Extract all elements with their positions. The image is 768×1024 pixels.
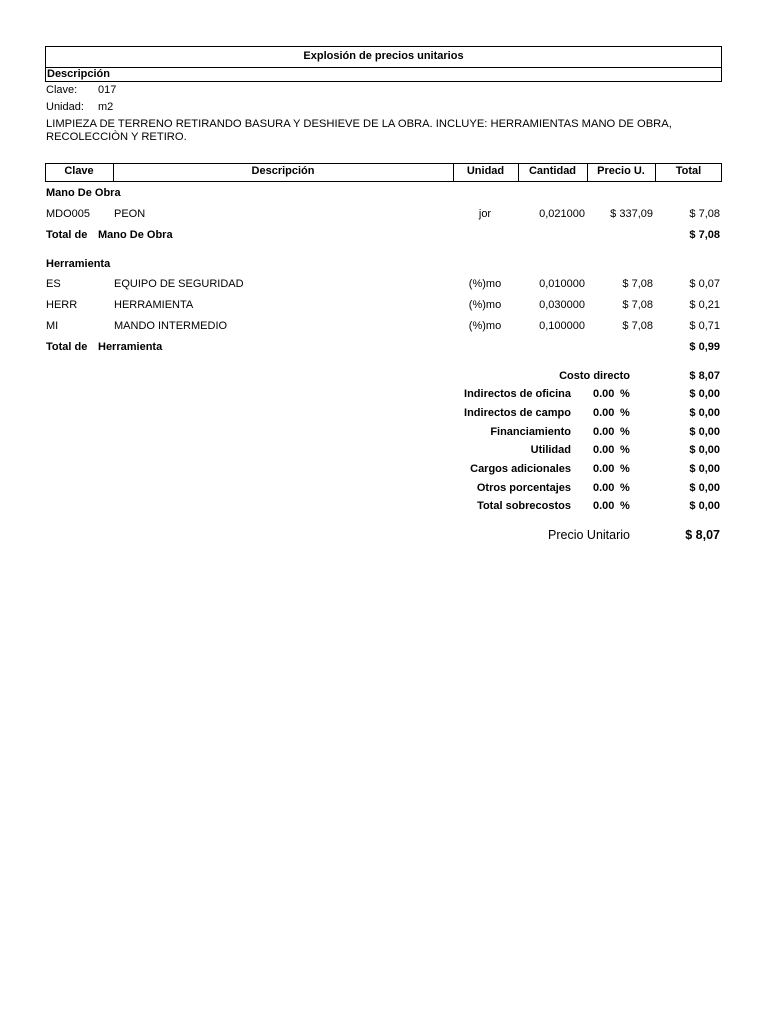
description-section-label: Descripción — [47, 68, 110, 80]
precio-unitario-label: Precio Unitario — [548, 528, 630, 542]
row-clave: HERR — [46, 299, 78, 311]
group-total-value: $ 7,08 — [689, 229, 720, 241]
summary-pct-unit: % — [620, 426, 630, 438]
summary-pct-unit: % — [620, 463, 630, 475]
row-cantidad: 0,021000 — [539, 208, 585, 220]
header-clave: Clave — [64, 165, 94, 177]
header-cantidad: Cantidad — [528, 165, 577, 177]
summary-value: $ 0,00 — [689, 426, 720, 438]
header-unidad: Unidad — [466, 165, 505, 177]
description-text-line2: RECOLECCIÒN Y RETIRO. — [46, 131, 187, 143]
summary-value: $ 0,00 — [689, 482, 720, 494]
row-total: $ 7,08 — [689, 208, 720, 220]
summary-pct-unit: % — [620, 407, 630, 419]
unidad-value: m2 — [98, 101, 114, 113]
summary-value: $ 0,00 — [689, 500, 720, 512]
summary-value: $ 0,00 — [689, 444, 720, 456]
precio-unitario-value: $ 8,07 — [685, 528, 720, 542]
summary-pct: 0.00 — [593, 482, 615, 494]
group-total-name: Mano De Obra — [98, 229, 173, 241]
summary-label: Indirectos de campo — [464, 407, 571, 419]
summary-value: $ 0,00 — [689, 388, 720, 400]
row-precio: $ 337,09 — [610, 208, 653, 220]
row-precio: $ 7,08 — [622, 320, 653, 332]
row-descripcion: HERRAMIENTA — [114, 299, 194, 311]
row-unidad: (%)mo — [468, 299, 502, 311]
row-clave: MI — [46, 320, 59, 332]
row-unidad: (%)mo — [468, 320, 502, 332]
row-cantidad: 0,010000 — [539, 278, 585, 290]
row-descripcion: PEON — [114, 208, 146, 220]
row-descripcion: EQUIPO DE SEGURIDAD — [114, 278, 244, 290]
row-unidad: (%)mo — [468, 278, 502, 290]
summary-label: Indirectos de oficina — [464, 388, 571, 400]
group-total-value: $ 0,99 — [689, 341, 720, 353]
row-clave: ES — [46, 278, 61, 290]
row-precio: $ 7,08 — [622, 299, 653, 311]
summary-label: Financiamiento — [490, 426, 571, 438]
row-total: $ 0,21 — [689, 299, 720, 311]
summary-label: Total sobrecostos — [477, 500, 571, 512]
summary-value: $ 0,00 — [689, 463, 720, 475]
summary-pct: 0.00 — [593, 444, 615, 456]
unidad-label: Unidad: — [46, 101, 84, 113]
row-cantidad: 0,100000 — [539, 320, 585, 332]
group-total-label: Total de — [46, 229, 88, 241]
group-title: Herramienta — [46, 258, 111, 270]
group-total-label: Total de — [46, 341, 88, 353]
summary-pct: 0.00 — [593, 463, 615, 475]
header-descripcion: Descripción — [251, 165, 315, 177]
summary-pct-unit: % — [620, 500, 630, 512]
summary-pct: 0.00 — [593, 388, 615, 400]
group-title: Mano De Obra — [46, 187, 121, 199]
description-header-box — [45, 67, 722, 82]
document-title: Explosión de precios unitarios — [303, 50, 464, 62]
costo-directo-label: Costo directo — [559, 370, 630, 382]
summary-value: $ 0,00 — [689, 407, 720, 419]
row-total: $ 0,71 — [689, 320, 720, 332]
row-cantidad: 0,030000 — [539, 299, 585, 311]
summary-pct-unit: % — [620, 482, 630, 494]
header-precio: Precio U. — [597, 165, 645, 177]
clave-label: Clave: — [46, 84, 78, 96]
summary-pct-unit: % — [620, 388, 630, 400]
costo-directo-value: $ 8,07 — [689, 370, 720, 382]
summary-pct-unit: % — [620, 444, 630, 456]
summary-pct: 0.00 — [593, 500, 615, 512]
row-precio: $ 7,08 — [622, 278, 653, 290]
summary-label: Otros porcentajes — [476, 482, 571, 494]
row-clave: MDO005 — [46, 208, 91, 220]
clave-value: 017 — [98, 84, 117, 96]
summary-label: Cargos adicionales — [470, 463, 571, 475]
summary-label: Utilidad — [530, 444, 571, 456]
description-text-line1: LIMPIEZA DE TERRENO RETIRANDO BASURA Y DESHIEVE DE LA OBRA. INCLUYE: HERRAMIENTAS MANO DE OBRA, — [46, 118, 672, 130]
summary-pct: 0.00 — [593, 426, 615, 438]
row-unidad: jor — [478, 208, 492, 220]
row-descripcion: MANDO INTERMEDIO — [114, 320, 228, 332]
summary-pct: 0.00 — [593, 407, 615, 419]
row-total: $ 0,07 — [689, 278, 720, 290]
group-total-name: Herramienta — [98, 341, 163, 353]
header-total: Total — [675, 165, 702, 177]
